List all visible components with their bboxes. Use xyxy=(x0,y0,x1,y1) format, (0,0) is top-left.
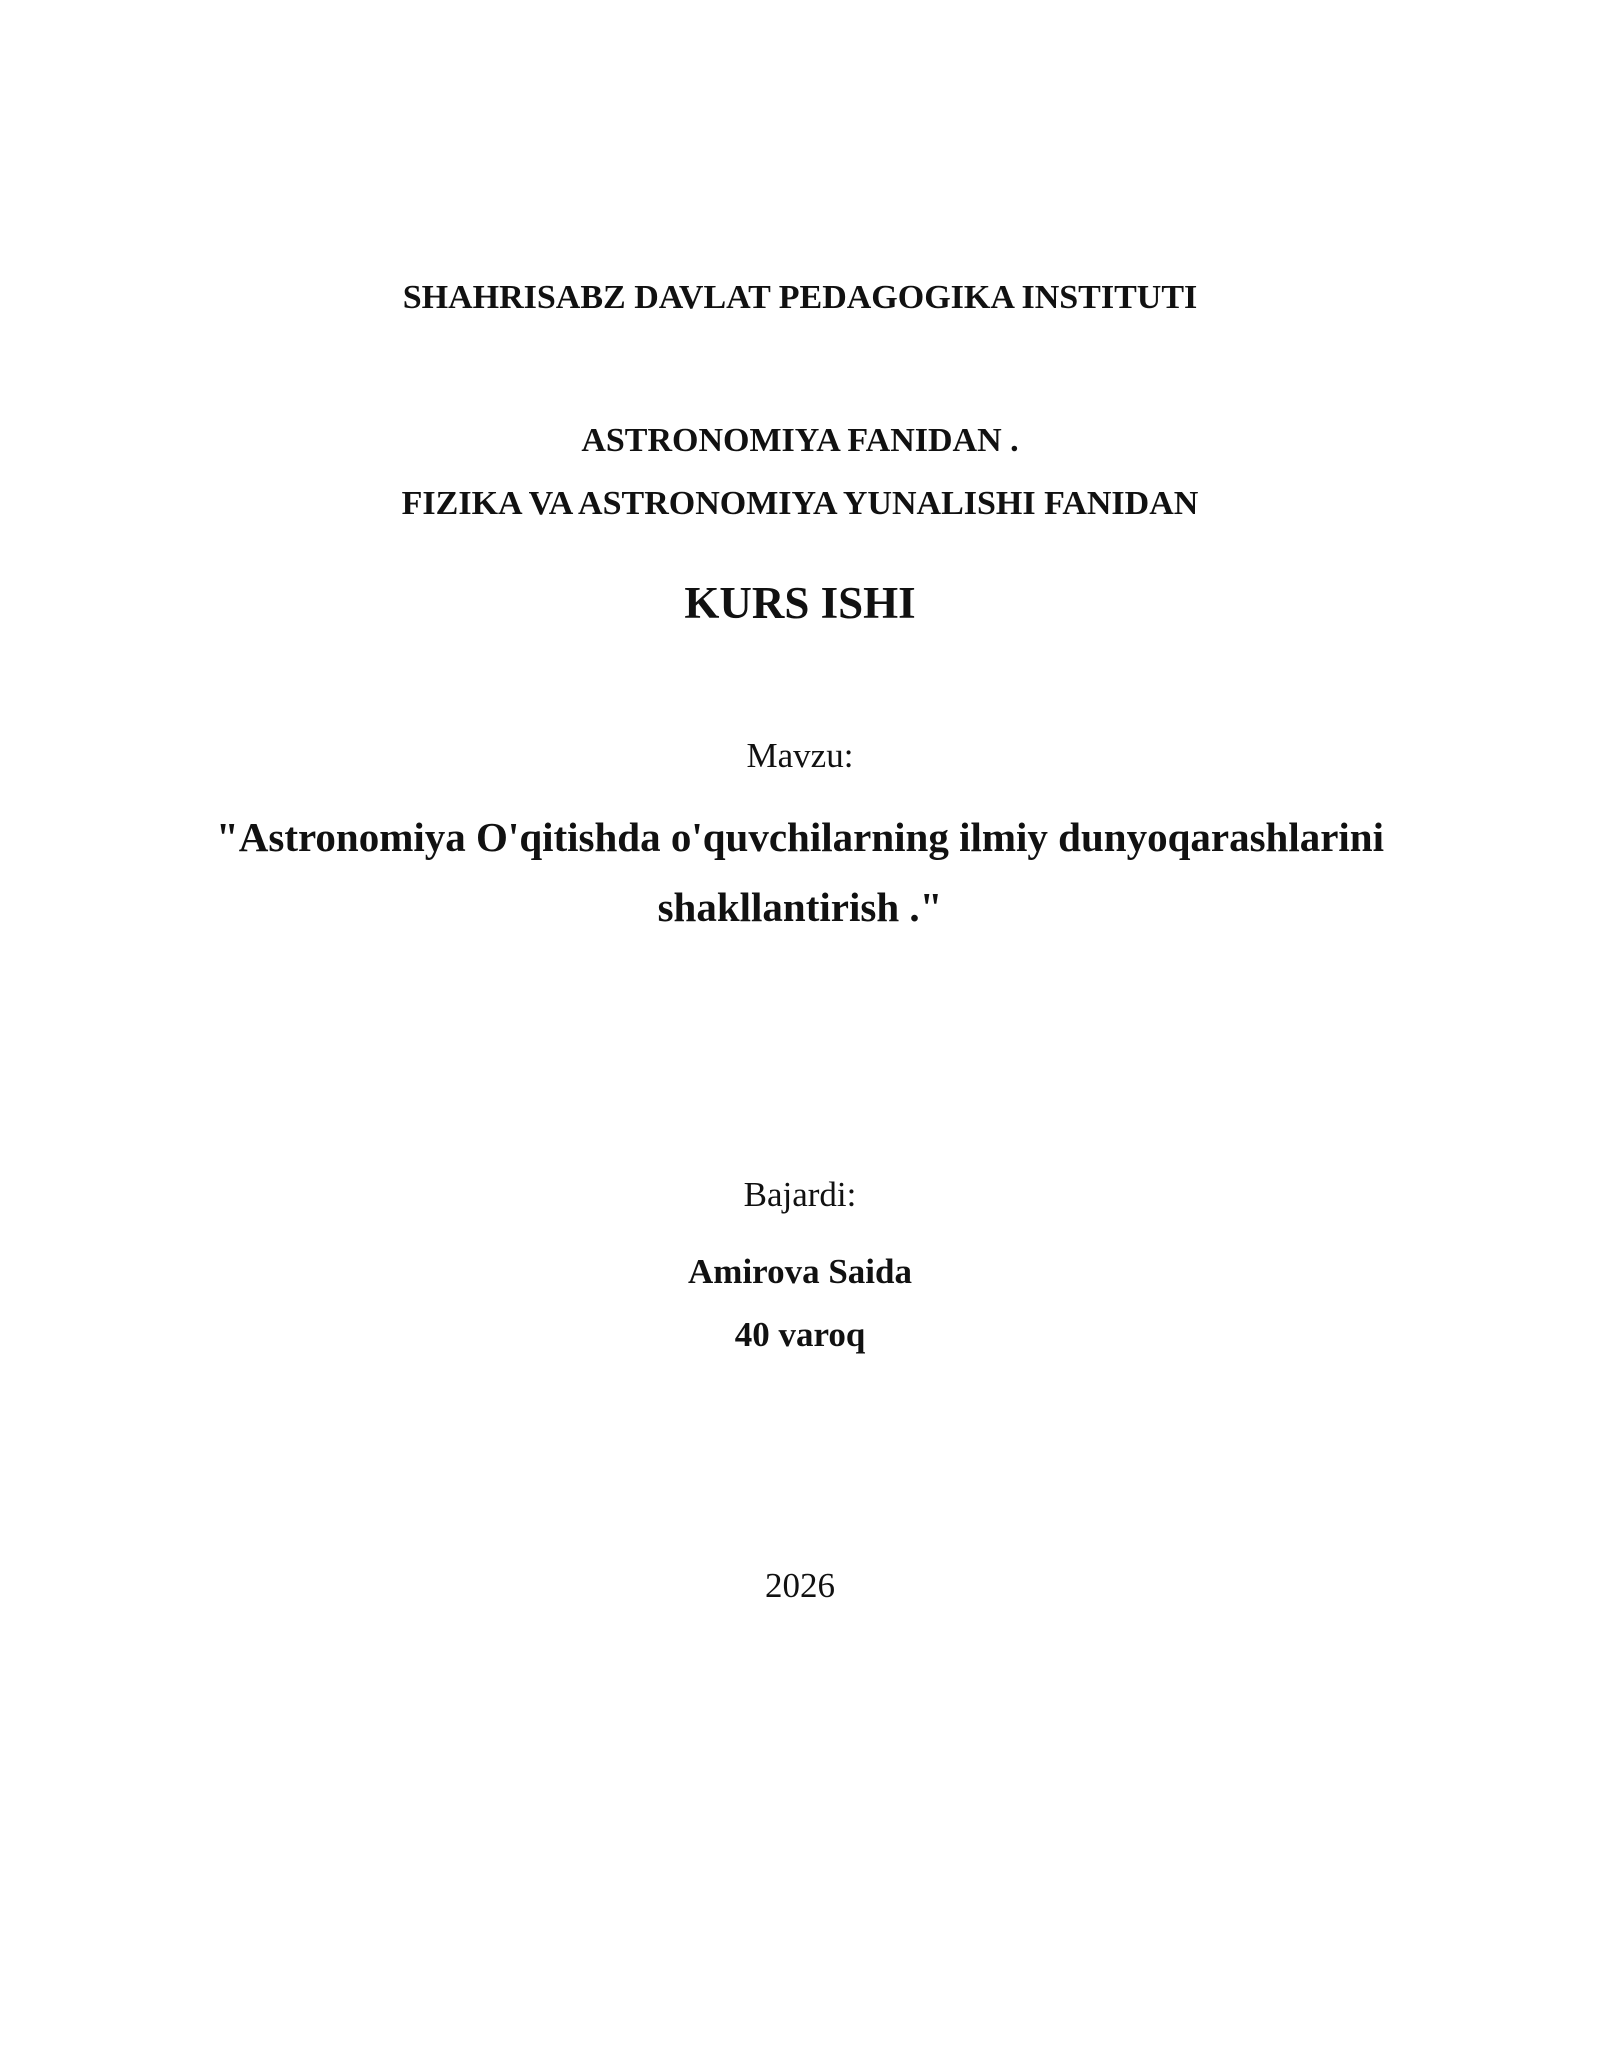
author-name: Amirova Saida xyxy=(688,1252,912,1291)
document-type-heading: KURS ISHI xyxy=(684,578,916,628)
topic-title-line-1: "Astronomiya O'qitishda o'quvchilarning ilmiy dunyoqarashlarini xyxy=(216,814,1384,860)
subject-line-2: FIZIKA VA ASTRONOMIYA YUNALISHI FANIDAN xyxy=(401,485,1199,522)
topic-title-line-2: shakllantirish ." xyxy=(657,884,943,930)
page-count: 40 varoq xyxy=(734,1315,866,1354)
performed-by-label: Bajardi: xyxy=(743,1175,857,1214)
year: 2026 xyxy=(765,1566,835,1605)
topic-label: Mavzu: xyxy=(746,736,854,775)
subject-line-1: ASTRONOMIYA FANIDAN . xyxy=(581,422,1019,459)
institute-name: SHAHRISABZ DAVLAT PEDAGOGIKA INSTITUTI xyxy=(402,279,1198,316)
